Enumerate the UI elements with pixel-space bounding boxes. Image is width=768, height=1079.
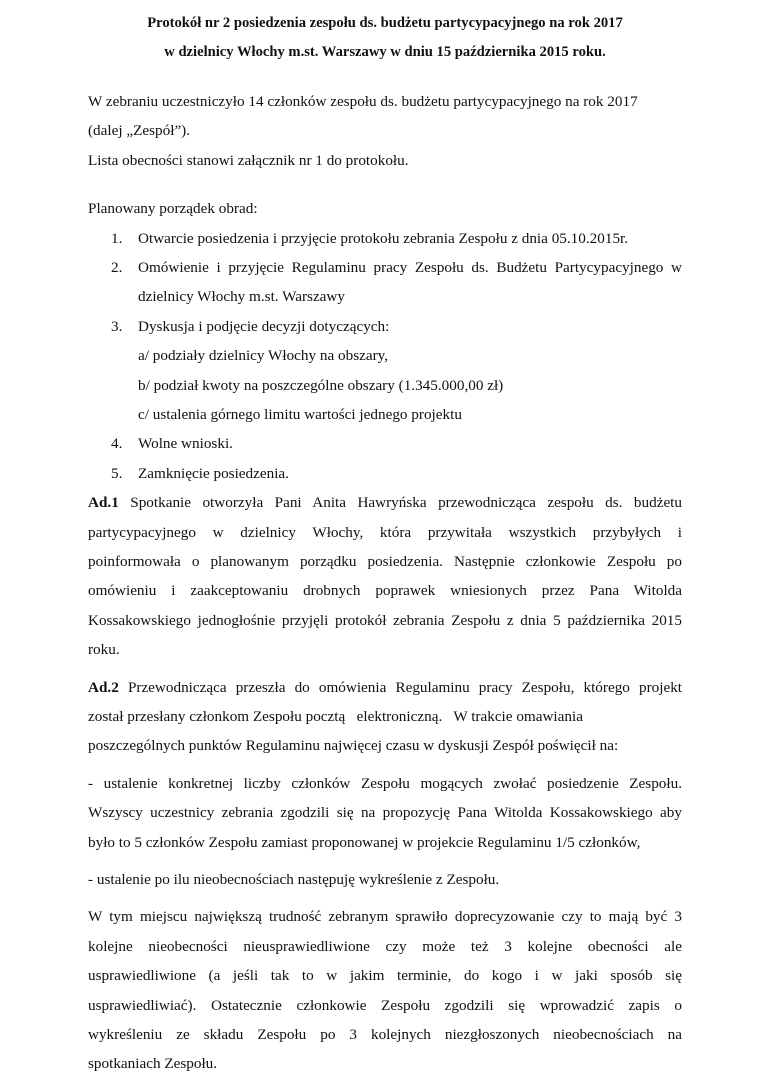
agenda-text: Wolne wnioski. <box>138 435 233 453</box>
final-line-6: spotkaniach Zespołu. <box>88 1055 218 1073</box>
ad2-text: Przewodnicząca przeszła do omówienia Regulaminu pracy Zespołu, którego projekt <box>127 678 683 696</box>
final-line-1: W tym miejscu największą trudność zebranym sprawiło doprecyzowanie czy to mają być 3 <box>88 908 682 926</box>
agenda-number: 4. <box>111 435 123 453</box>
ad2-label: Ad.2 <box>88 678 119 696</box>
final-line-3: usprawiedliwione (a jeśli tak to w jakim terminie, do kogo i w jaki sposób się <box>88 967 682 985</box>
ad2-line-1 <box>88 673 682 702</box>
agenda-number: 3. <box>111 317 123 335</box>
ad1-line-1 <box>88 488 682 517</box>
ad1-text: Spotkanie otworzyła Pani Anita Hawryńska przewodnicząca zespołu ds. budżetu <box>130 494 682 512</box>
agenda-text: Dyskusja i podjęcie decyzji dotyczących: <box>138 317 390 335</box>
ad1-line-2: partycypacyjnego w dzielnicy Włochy, która przywitała wszystkich przybyłych i <box>88 523 682 541</box>
document-header <box>88 9 682 67</box>
ad1-line-4: omówieniu i zaakceptowaniu drobnych poprawek wniesionych przez Pana Witolda <box>88 582 682 600</box>
agenda-subitem-c: c/ ustalenia górnego limitu wartości jednego projektu <box>138 406 462 423</box>
point1-line-3: było to 5 członków Zespołu zamiast proponowanej w projekcie Regulaminu 1/5 członków, <box>88 833 641 851</box>
ad1-line-5: Kossakowskiego jednogłośnie przyjęli protokół zebrania Zespołu z dnia 5 października 2015 <box>88 611 682 629</box>
title-line-1: Protokół nr 2 posiedzenia zespołu ds. budżetu partycypacyjnego na rok 2017 <box>147 15 623 31</box>
agenda-text: Zamknięcie posiedzenia. <box>138 464 289 482</box>
intro-line-1: W zebraniu uczestniczyło 14 członków zespołu ds. budżetu partycypacyjnego na rok 2017 <box>88 93 638 110</box>
agenda-subitem-a: a/ podziały dzielnicy Włochy na obszary, <box>138 347 389 365</box>
ad2-line-3: poszczególnych punktów Regulaminu najwięcej czasu w dyskusji Zespół poświęcił na: <box>88 737 619 755</box>
agenda-text: Otwarcie posiedzenia i przyjęcie protokołu zebrania Zespołu z dnia 05.10.2015r. <box>138 229 629 247</box>
agenda-number: 2. <box>111 259 123 276</box>
agenda-text: dzielnicy Włochy m.st. Warszawy <box>138 288 345 306</box>
final-line-5: wykreśleniu ze składu Zespołu po 3 kolejnych niezgłoszonych nieobecnościach na <box>88 1026 682 1043</box>
title-line-2: w dzielnicy Włochy m.st. Warszawy w dniu 15 października 2015 roku. <box>164 44 606 60</box>
final-line-2: kolejne nieobecności nieusprawiedliwione czy może też 3 kolejne obecności ale <box>88 937 682 955</box>
intro-line-3: Lista obecności stanowi załącznik nr 1 do protokołu. <box>88 151 409 169</box>
intro-line-2: (dalej „Zespół”). <box>88 122 191 140</box>
ad1-line-6: roku. <box>88 641 120 659</box>
agenda-text: Omówienie i przyjęcie Regulaminu pracy Zespołu ds. Budżetu Partycypacyjnego w <box>138 259 682 276</box>
agenda-heading: Planowany porządek obrad: <box>88 200 258 218</box>
ad2-line-2: został przesłany członkom Zespołu pocztą elektroniczną. W trakcie omawiania <box>88 708 583 725</box>
point1-line-2: Wszyscy uczestnicy zebrania zgodzili się na propozycję Pana Witolda Kossakowskiego aby <box>88 804 682 822</box>
point1-line-1: - ustalenie konkretnej liczby członków Zespołu mogących zwołać posiedzenie Zespołu. <box>88 774 682 792</box>
ad1-label: Ad.1 <box>88 494 119 512</box>
final-line-4: usprawiedliwiać). Ostatecznie członkowie Zespołu zgodzili się wprowadzić zapis o <box>88 996 682 1014</box>
point2-line-1: - ustalenie po ilu nieobecnościach następuję wykreślenie z Zespołu. <box>88 871 500 888</box>
ad1-line-3: poinformowała o planowanym porządku posiedzenia. Następnie członkowie Zespołu po <box>88 553 682 570</box>
agenda-number: 5. <box>111 464 123 482</box>
agenda-number: 1. <box>111 229 123 247</box>
agenda-subitem-b: b/ podział kwoty na poszczególne obszary (1.345.000,00 zł) <box>138 376 504 394</box>
